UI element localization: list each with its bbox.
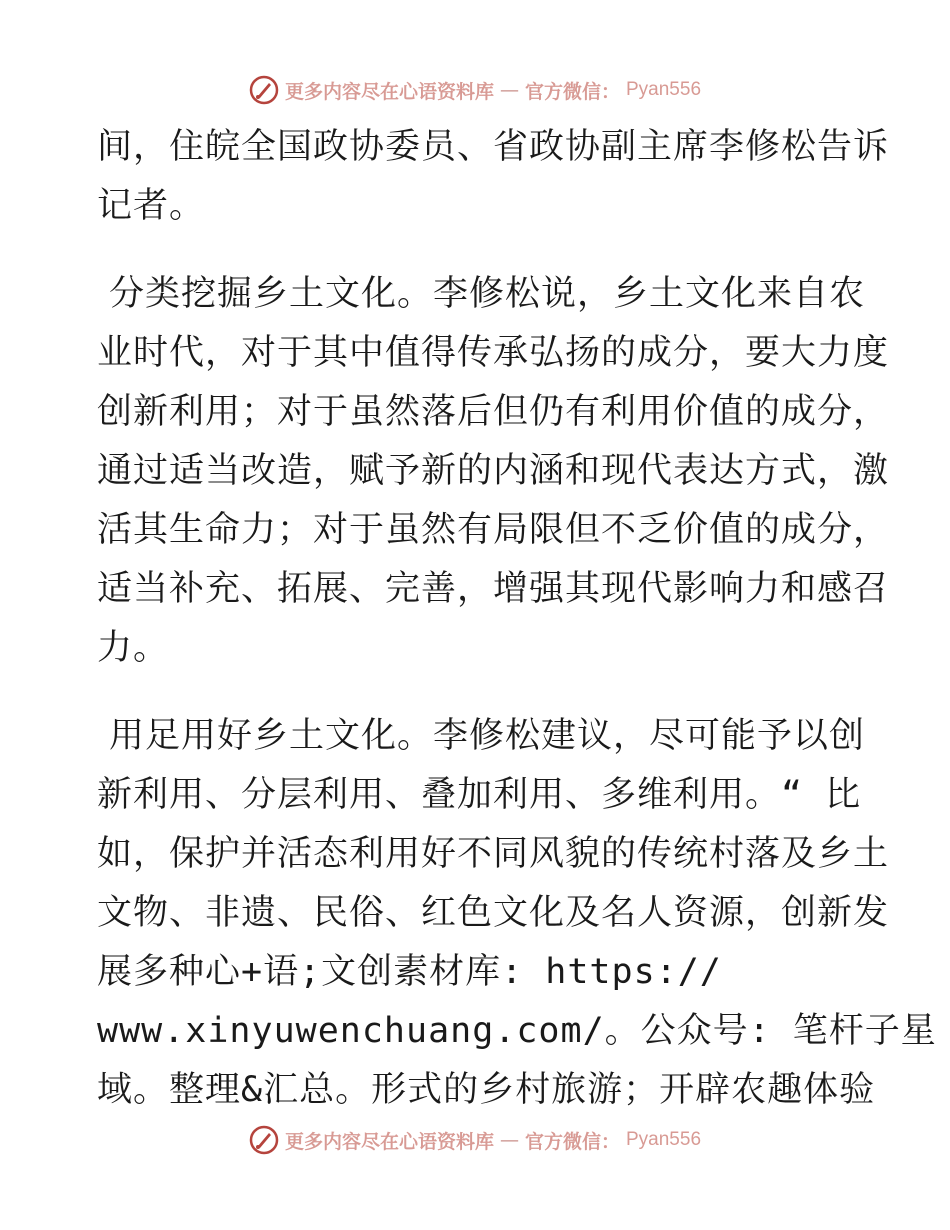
header-banner-separator: —: [499, 79, 519, 101]
text-line: 力。: [97, 628, 170, 668]
paragraph: [97, 265, 890, 678]
footer-wechat-id: Pyan556: [626, 1129, 702, 1150]
footer-banner-text: 更多内容尽在心语资料库: [284, 1130, 494, 1153]
document-body: [97, 118, 937, 1120]
text-line: 通过适当改造，赋予新的内涵和现代表达方式，激: [97, 451, 890, 491]
text-line: 记者。: [97, 186, 206, 226]
header-wechat-id: Pyan556: [626, 79, 702, 100]
text-line: 活其生命力；对于虽然有局限但不乏价值的成分，: [97, 510, 890, 550]
text-line: 用足用好乡土文化。李修松建议，尽可能予以创: [109, 716, 866, 756]
text-line: 域。整理&汇总。形式的乡村旅游；开辟农趣体验: [97, 1070, 876, 1110]
paragraph: [97, 707, 937, 1120]
footer-banner-separator: —: [499, 1129, 519, 1151]
text-line: 适当补充、拓展、完善，增强其现代影响力和感召: [97, 569, 890, 609]
text-line: 新利用、分层利用、叠加利用、多维利用。“ 比: [97, 775, 862, 815]
text-line: 展多种心+语;文创素材库: https://: [97, 952, 722, 992]
text-line: 文物、非遗、民俗、红色文化及名人资源，创新发: [97, 893, 890, 933]
text-line: 如，保护并活态利用好不同风貌的传统村落及乡土: [97, 834, 890, 874]
quill-logo-icon: [249, 75, 279, 105]
paragraph: [97, 118, 890, 236]
text-line: 创新利用；对于虽然落后但仍有利用价值的成分，: [97, 392, 890, 432]
text-line: 间，住皖全国政协委员、省政协副主席李修松告诉: [97, 127, 890, 167]
header-wechat-label: 官方微信：: [524, 80, 620, 103]
header-banner-text: 更多内容尽在心语资料库: [284, 80, 494, 103]
header-banner: [0, 70, 950, 110]
text-line: www.xinyuwenchuang.com/。公众号: 笔杆子星: [97, 1011, 937, 1051]
header-banner-inner: [249, 75, 701, 105]
text-line: 业时代，对于其中值得传承弘扬的成分，要大力度: [97, 333, 890, 373]
footer-banner: [0, 1120, 950, 1160]
footer-banner-inner: [249, 1125, 701, 1155]
quill-logo-icon: [249, 1125, 279, 1155]
text-line: 分类挖掘乡土文化。李修松说，乡土文化来自农: [109, 274, 866, 314]
footer-wechat-label: 官方微信：: [524, 1130, 620, 1153]
